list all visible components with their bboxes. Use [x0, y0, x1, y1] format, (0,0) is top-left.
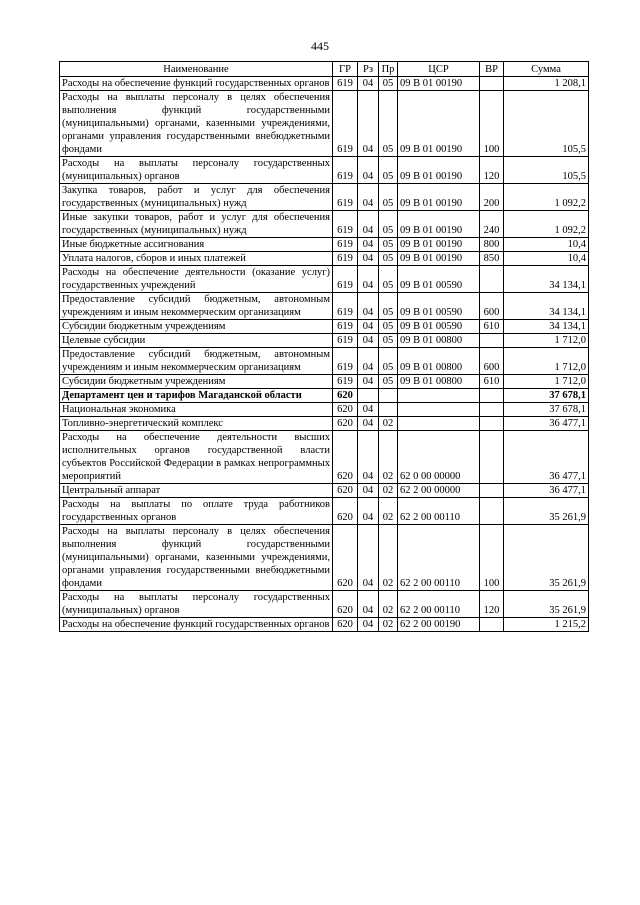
cell-gr: 619	[333, 238, 358, 252]
cell-sum: 34 134,1	[504, 293, 589, 320]
cell-gr: 620	[333, 591, 358, 618]
cell-pr: 05	[379, 348, 398, 375]
cell-csr: 09 В 01 00590	[398, 320, 480, 334]
cell-name: Расходы на выплаты персоналу в целях обеспечения выполнения функций государственными (муниципальными) органами, казенными учреждениями, органами управления государственными внебюджетными фондами	[60, 91, 333, 157]
cell-gr: 619	[333, 293, 358, 320]
cell-pr: 02	[379, 591, 398, 618]
cell-sum: 1 712,0	[504, 334, 589, 348]
cell-name: Расходы на выплаты персоналу государственных (муниципальных) органов	[60, 591, 333, 618]
cell-csr: 09 В 01 00800	[398, 348, 480, 375]
cell-rz: 04	[358, 525, 379, 591]
table-row	[60, 591, 589, 618]
cell-pr: 02	[379, 484, 398, 498]
cell-gr: 619	[333, 211, 358, 238]
cell-gr: 620	[333, 525, 358, 591]
cell-rz: 04	[358, 293, 379, 320]
cell-csr: 09 В 01 00800	[398, 334, 480, 348]
cell-csr: 62 2 00 00000	[398, 484, 480, 498]
cell-csr: 09 В 01 00190	[398, 157, 480, 184]
cell-sum: 10,4	[504, 252, 589, 266]
cell-vr	[480, 431, 504, 484]
cell-sum: 1 712,0	[504, 375, 589, 389]
cell-rz: 04	[358, 403, 379, 417]
table-row	[60, 431, 589, 484]
cell-csr: 09 В 01 00190	[398, 184, 480, 211]
cell-rz: 04	[358, 211, 379, 238]
cell-sum: 105,5	[504, 91, 589, 157]
cell-gr: 620	[333, 403, 358, 417]
cell-csr: 09 В 01 00190	[398, 91, 480, 157]
cell-vr: 240	[480, 211, 504, 238]
cell-pr: 02	[379, 525, 398, 591]
cell-pr: 02	[379, 498, 398, 525]
cell-gr: 619	[333, 184, 358, 211]
cell-csr: 09 В 01 00800	[398, 375, 480, 389]
cell-gr: 620	[333, 618, 358, 632]
cell-csr: 09 В 01 00190	[398, 238, 480, 252]
cell-sum: 35 261,9	[504, 591, 589, 618]
cell-rz: 04	[358, 77, 379, 91]
cell-vr	[480, 389, 504, 403]
cell-csr: 62 0 00 00000	[398, 431, 480, 484]
cell-gr: 619	[333, 375, 358, 389]
cell-rz: 04	[358, 618, 379, 632]
table-row	[60, 525, 589, 591]
table-row	[60, 91, 589, 157]
cell-gr: 619	[333, 320, 358, 334]
cell-pr: 05	[379, 184, 398, 211]
cell-csr: 62 2 00 00110	[398, 591, 480, 618]
cell-pr: 05	[379, 334, 398, 348]
cell-pr: 05	[379, 157, 398, 184]
cell-name: Топливно-энергетический комплекс	[60, 417, 333, 431]
table-body	[60, 77, 589, 632]
cell-sum: 105,5	[504, 157, 589, 184]
cell-vr: 850	[480, 252, 504, 266]
cell-vr: 100	[480, 91, 504, 157]
cell-vr: 120	[480, 157, 504, 184]
header-gr: ГР	[333, 62, 358, 77]
cell-pr: 05	[379, 91, 398, 157]
table-row	[60, 77, 589, 91]
cell-gr: 619	[333, 334, 358, 348]
cell-gr: 620	[333, 417, 358, 431]
table-row	[60, 238, 589, 252]
header-pr: Пр	[379, 62, 398, 77]
table-row	[60, 618, 589, 632]
cell-csr: 09 В 01 00590	[398, 266, 480, 293]
cell-pr: 05	[379, 375, 398, 389]
header-rz: Рз	[358, 62, 379, 77]
cell-sum: 36 477,1	[504, 484, 589, 498]
table-row	[60, 320, 589, 334]
cell-pr: 05	[379, 238, 398, 252]
cell-sum: 35 261,9	[504, 525, 589, 591]
cell-pr: 05	[379, 211, 398, 238]
table-row	[60, 293, 589, 320]
cell-name: Расходы на выплаты персоналу государственных (муниципальных) органов	[60, 157, 333, 184]
cell-gr: 619	[333, 77, 358, 91]
cell-gr: 620	[333, 498, 358, 525]
cell-gr: 620	[333, 389, 358, 403]
budget-table	[59, 61, 589, 632]
cell-rz: 04	[358, 157, 379, 184]
cell-sum: 1 092,2	[504, 184, 589, 211]
cell-sum: 37 678,1	[504, 403, 589, 417]
cell-pr: 05	[379, 266, 398, 293]
cell-csr: 62 2 00 00190	[398, 618, 480, 632]
cell-csr: 09 В 01 00590	[398, 293, 480, 320]
cell-gr: 619	[333, 348, 358, 375]
cell-rz: 04	[358, 238, 379, 252]
cell-pr: 05	[379, 320, 398, 334]
cell-rz: 04	[358, 591, 379, 618]
cell-name: Расходы на выплаты персоналу в целях обеспечения выполнения функций государственными (муниципальными) органами, казенными учреждениями, органами управления государственными внебюджетными фондами	[60, 525, 333, 591]
cell-name: Предоставление субсидий бюджетным, автономным учреждениям и иным некоммерческим организациям	[60, 293, 333, 320]
cell-name: Центральный аппарат	[60, 484, 333, 498]
cell-rz: 04	[358, 252, 379, 266]
cell-pr	[379, 403, 398, 417]
cell-vr: 800	[480, 238, 504, 252]
cell-name: Предоставление субсидий бюджетным, автономным учреждениям и иным некоммерческим организациям	[60, 348, 333, 375]
cell-gr: 619	[333, 157, 358, 184]
cell-name: Департамент цен и тарифов Магаданской области	[60, 389, 333, 403]
cell-vr	[480, 266, 504, 293]
cell-sum: 1 215,2	[504, 618, 589, 632]
table-row	[60, 157, 589, 184]
cell-vr: 600	[480, 348, 504, 375]
cell-csr: 09 В 01 00190	[398, 77, 480, 91]
cell-gr: 619	[333, 266, 358, 293]
table-row	[60, 389, 589, 403]
cell-sum: 34 134,1	[504, 266, 589, 293]
table-row	[60, 184, 589, 211]
cell-name: Расходы на обеспечение деятельности высших исполнительных органов государственной власти субъектов Российской Федерации в рамках непрограммных мероприятий	[60, 431, 333, 484]
cell-csr: 62 2 00 00110	[398, 498, 480, 525]
cell-csr	[398, 417, 480, 431]
cell-vr	[480, 498, 504, 525]
cell-vr: 200	[480, 184, 504, 211]
table-row	[60, 252, 589, 266]
cell-name: Расходы на выплаты по оплате труда работников государственных органов	[60, 498, 333, 525]
cell-sum: 36 477,1	[504, 431, 589, 484]
cell-rz: 04	[358, 320, 379, 334]
header-vr: ВР	[480, 62, 504, 77]
cell-rz: 04	[358, 417, 379, 431]
header-name: Наименование	[60, 62, 333, 77]
cell-rz: 04	[358, 484, 379, 498]
cell-name: Расходы на обеспечение функций государственных органов	[60, 618, 333, 632]
table-row	[60, 334, 589, 348]
cell-rz: 04	[358, 498, 379, 525]
header-sum: Сумма	[504, 62, 589, 77]
cell-vr	[480, 417, 504, 431]
cell-vr	[480, 484, 504, 498]
cell-pr: 05	[379, 252, 398, 266]
cell-vr	[480, 403, 504, 417]
page-number: 445	[311, 39, 329, 53]
cell-gr: 619	[333, 91, 358, 157]
cell-csr: 09 В 01 00190	[398, 211, 480, 238]
cell-rz: 04	[358, 348, 379, 375]
cell-rz: 04	[358, 334, 379, 348]
cell-sum: 35 261,9	[504, 498, 589, 525]
cell-rz: 04	[358, 266, 379, 293]
cell-pr: 02	[379, 618, 398, 632]
cell-vr: 120	[480, 591, 504, 618]
cell-vr: 600	[480, 293, 504, 320]
cell-sum: 10,4	[504, 238, 589, 252]
table-row	[60, 266, 589, 293]
cell-sum: 1 092,2	[504, 211, 589, 238]
cell-gr: 620	[333, 484, 358, 498]
cell-csr: 62 2 00 00110	[398, 525, 480, 591]
cell-name: Уплата налогов, сборов и иных платежей	[60, 252, 333, 266]
table-row	[60, 375, 589, 389]
cell-sum: 1 712,0	[504, 348, 589, 375]
cell-pr	[379, 389, 398, 403]
cell-rz: 04	[358, 375, 379, 389]
cell-gr: 619	[333, 252, 358, 266]
cell-gr: 620	[333, 431, 358, 484]
cell-csr	[398, 403, 480, 417]
cell-csr	[398, 389, 480, 403]
table-row	[60, 211, 589, 238]
cell-pr: 02	[379, 417, 398, 431]
cell-sum: 1 208,1	[504, 77, 589, 91]
cell-name: Субсидии бюджетным учреждениям	[60, 375, 333, 389]
cell-vr: 610	[480, 320, 504, 334]
cell-vr	[480, 618, 504, 632]
cell-sum: 36 477,1	[504, 417, 589, 431]
table-header-row	[60, 62, 589, 77]
cell-rz: 04	[358, 91, 379, 157]
header-csr: ЦСР	[398, 62, 480, 77]
cell-csr: 09 В 01 00190	[398, 252, 480, 266]
table-row	[60, 403, 589, 417]
cell-vr	[480, 334, 504, 348]
cell-vr: 610	[480, 375, 504, 389]
cell-pr: 05	[379, 293, 398, 320]
cell-name: Закупка товаров, работ и услуг для обеспечения государственных (муниципальных) нужд	[60, 184, 333, 211]
cell-name: Иные бюджетные ассигнования	[60, 238, 333, 252]
cell-name: Иные закупки товаров, работ и услуг для обеспечения государственных (муниципальных) нужд	[60, 211, 333, 238]
cell-vr	[480, 77, 504, 91]
cell-sum: 34 134,1	[504, 320, 589, 334]
cell-name: Национальная экономика	[60, 403, 333, 417]
cell-sum: 37 678,1	[504, 389, 589, 403]
cell-rz: 04	[358, 184, 379, 211]
cell-pr: 02	[379, 431, 398, 484]
cell-vr: 100	[480, 525, 504, 591]
table-row	[60, 498, 589, 525]
cell-rz	[358, 389, 379, 403]
cell-pr: 05	[379, 77, 398, 91]
cell-rz: 04	[358, 431, 379, 484]
table-row	[60, 348, 589, 375]
cell-name: Расходы на обеспечение функций государственных органов	[60, 77, 333, 91]
cell-name: Целевые субсидии	[60, 334, 333, 348]
cell-name: Субсидии бюджетным учреждениям	[60, 320, 333, 334]
cell-name: Расходы на обеспечение деятельности (оказание услуг) государственных учреждений	[60, 266, 333, 293]
table-row	[60, 417, 589, 431]
table-row	[60, 484, 589, 498]
